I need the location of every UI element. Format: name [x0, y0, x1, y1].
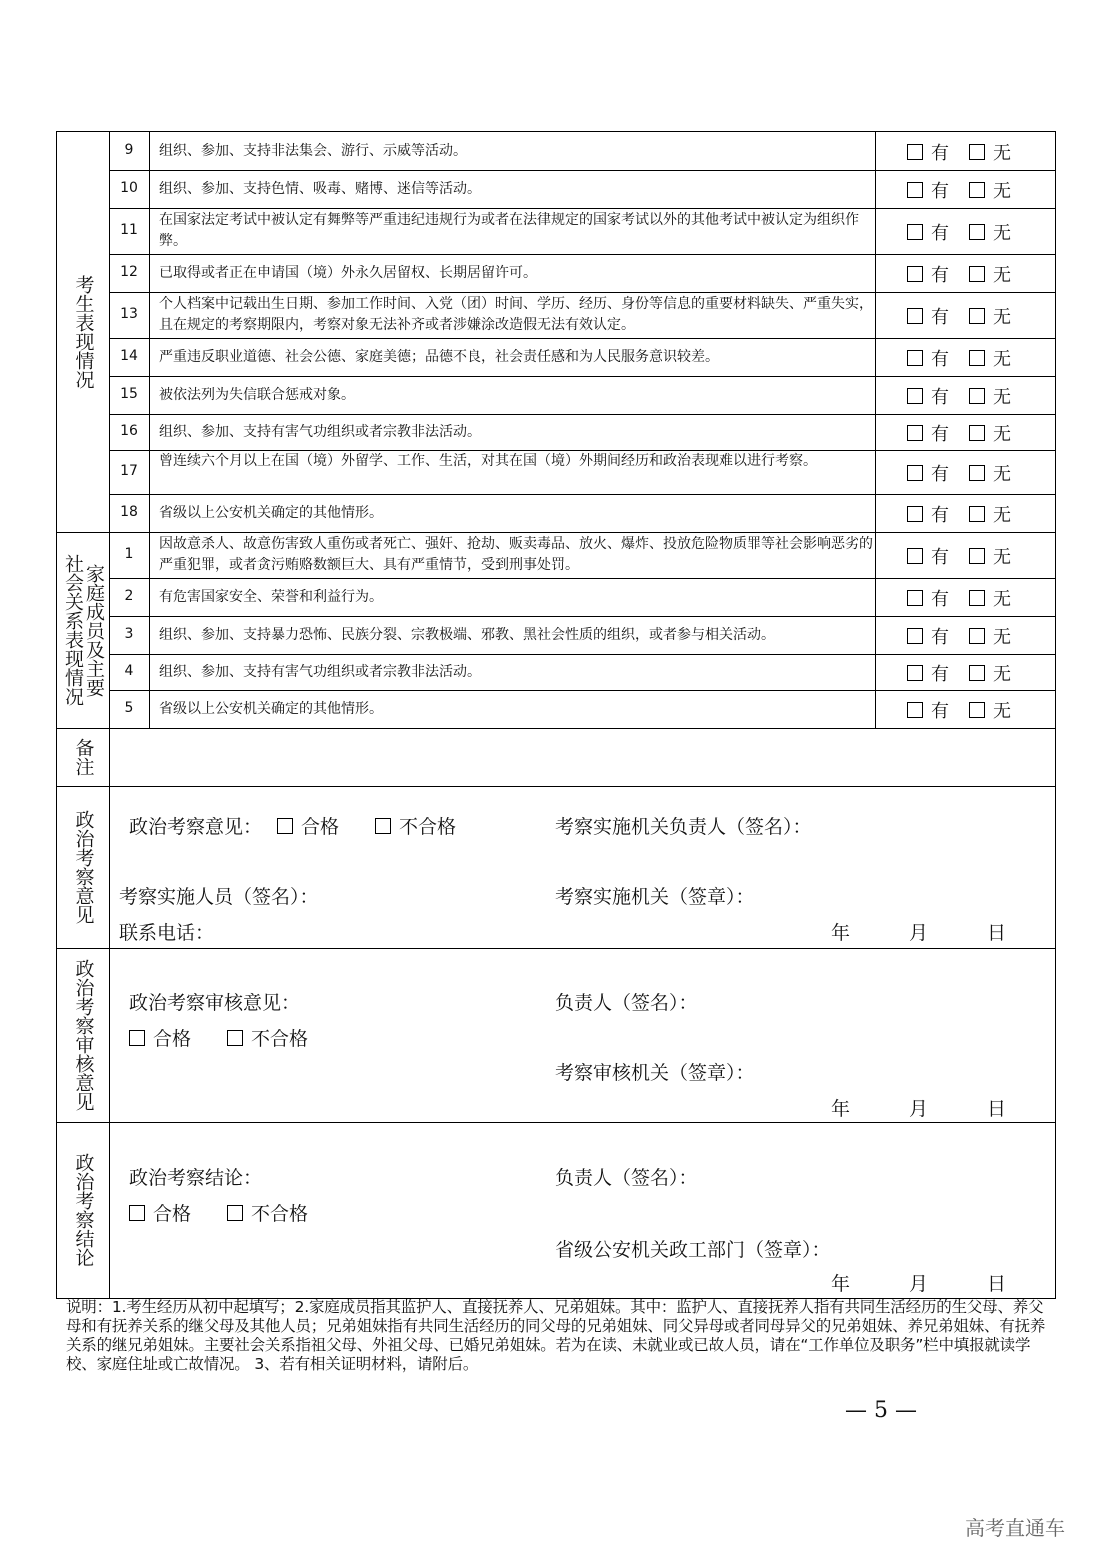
checkbox-icon [969, 388, 985, 404]
option-yes-label: 有 [931, 387, 949, 408]
option-yes[interactable] [907, 664, 949, 685]
yes-no-options [907, 660, 1031, 686]
option-yes-label: 有 [931, 424, 949, 445]
checkbox-icon [907, 665, 923, 681]
candidate-row [109, 414, 1057, 450]
option-no-label: 无 [993, 143, 1011, 164]
checkbox-icon [227, 1030, 243, 1046]
checkbox-icon [907, 182, 923, 198]
checkbox-icon [277, 818, 293, 834]
review-agency-seal: 考察审核机关（签章）： [555, 1062, 755, 1084]
checkbox-icon [969, 266, 985, 282]
option-no-label: 无 [993, 505, 1011, 526]
checkbox-icon [907, 425, 923, 441]
row-description: 省级以上公安机关确定的其他情形。 [159, 504, 383, 521]
conclusion-date-day: 日 [987, 1273, 1007, 1295]
option-no-label: 无 [993, 181, 1011, 202]
row-number: 15 [120, 386, 138, 402]
conclusion-date-month: 月 [909, 1273, 929, 1295]
row-divider [57, 786, 1055, 787]
yes-no-options [907, 303, 1031, 329]
conclusion-leader-sign: 负责人（签名）： [555, 1167, 698, 1189]
yes-no-options [907, 543, 1031, 569]
checkbox-icon [907, 590, 923, 606]
candidate-row [109, 132, 1057, 170]
checkbox-icon [969, 350, 985, 366]
family-section-label [57, 532, 109, 728]
conclusion-agency-seal: 省级公安机关政工部门（签章）： [555, 1239, 831, 1261]
family-row [109, 616, 1057, 654]
checkbox-icon [907, 266, 923, 282]
opinion-date-year: 年 [831, 922, 851, 944]
conclusion-field-label: 政治考察结论： [129, 1167, 263, 1189]
option-no-label: 无 [993, 349, 1011, 370]
opinion-pass-option[interactable]: 合格 [277, 812, 339, 839]
yes-no-options [907, 623, 1031, 649]
option-yes[interactable] [907, 143, 949, 164]
review-date-month: 月 [909, 1098, 929, 1120]
row-description: 曾连续六个月以上在国（境）外留学、工作、生活，对其在国（境）外期间经历和政治表现难以进行考察。 [159, 453, 817, 469]
checkbox-icon [907, 628, 923, 644]
option-no[interactable] [969, 349, 1011, 370]
candidate-row [109, 254, 1057, 292]
option-no-label: 无 [993, 424, 1011, 445]
option-no[interactable] [969, 664, 1011, 685]
checkbox-icon [907, 144, 923, 160]
row-number: 11 [120, 222, 138, 238]
option-no-label: 无 [993, 307, 1011, 328]
yes-no-options [907, 383, 1031, 409]
review-date-year: 年 [831, 1098, 851, 1120]
review-pass-option[interactable]: 合格 [129, 1024, 191, 1051]
row-number: 12 [120, 264, 138, 280]
option-no-label: 无 [993, 265, 1011, 286]
option-no-label: 无 [993, 223, 1011, 244]
option-yes[interactable] [907, 307, 949, 328]
option-yes[interactable] [907, 464, 949, 485]
conclusion-fail-option[interactable]: 不合格 [227, 1199, 308, 1226]
option-no-label: 无 [993, 547, 1011, 568]
option-no[interactable] [969, 464, 1011, 485]
form-table [56, 131, 1056, 1299]
option-yes[interactable] [907, 223, 949, 244]
option-yes-label: 有 [931, 701, 949, 722]
row-number: 9 [124, 142, 134, 158]
row-number: 17 [120, 463, 138, 479]
option-no[interactable] [969, 424, 1011, 445]
row-description: 严重违反职业道德、社会公德、家庭美德；品德不良，社会责任感和为人民服务意识较差。 [159, 348, 719, 365]
opinion-phone: 联系电话： [119, 922, 215, 944]
checkbox-icon [969, 425, 985, 441]
yes-no-options [907, 177, 1031, 203]
option-no[interactable] [969, 627, 1011, 648]
option-yes[interactable] [907, 547, 949, 568]
candidate-row [109, 450, 1057, 494]
option-yes-label: 有 [931, 349, 949, 370]
option-no-label: 无 [993, 664, 1011, 685]
candidate-section-label: 考生表现情况 [72, 275, 95, 389]
option-no[interactable] [969, 505, 1011, 526]
row-description: 有危害国家安全、荣誉和利益行为。 [159, 588, 383, 605]
family-row [109, 690, 1057, 728]
checkbox-icon [969, 590, 985, 606]
option-no[interactable] [969, 181, 1011, 202]
yes-no-options [907, 219, 1031, 245]
option-yes-label: 有 [931, 307, 949, 328]
option-yes-label: 有 [931, 143, 949, 164]
option-yes-label: 有 [931, 589, 949, 610]
row-number: 3 [124, 626, 134, 642]
option-yes-label: 有 [931, 464, 949, 485]
option-yes[interactable] [907, 181, 949, 202]
watermark: 高考直通车 [965, 1516, 1065, 1540]
option-no[interactable] [969, 143, 1011, 164]
family-label-col1: 社会关系表现情况 [62, 554, 84, 706]
yes-no-options [907, 345, 1031, 371]
review-section-label: 政治考察审核意见 [72, 959, 95, 1111]
checkbox-icon [129, 1030, 145, 1046]
yes-no-options [907, 585, 1031, 611]
opinion-field-label: 政治考察意见： [129, 816, 263, 838]
review-fail-option[interactable]: 不合格 [227, 1024, 308, 1051]
option-no[interactable] [969, 387, 1011, 408]
option-no-label: 无 [993, 589, 1011, 610]
row-number: 14 [120, 348, 138, 364]
family-label-col2: 家庭成员及主要 [83, 563, 105, 697]
family-row [109, 532, 1057, 578]
conclusion-date-year: 年 [831, 1273, 851, 1295]
checkbox-icon [907, 350, 923, 366]
remarks-field[interactable] [109, 728, 1055, 786]
row-number: 10 [120, 180, 138, 196]
row-number: 1 [124, 546, 134, 562]
opinion-date-month: 月 [909, 922, 929, 944]
review-field-label: 政治考察审核意见： [129, 992, 301, 1014]
row-description: 在国家法定考试中被认定有舞弊等严重违纪违规行为或者在法律规定的国家考试以外的其他考试中被认定为组织作弊。 [159, 212, 859, 249]
row-description: 被依法列为失信联合惩戒对象。 [159, 386, 355, 403]
candidate-row [109, 376, 1057, 414]
row-description: 因故意杀人、故意伤害致人重伤或者死亡、强奸、抢劫、贩卖毒品、放火、爆炸、投放危险物质罪等社会影响恶劣的严重犯罪，或者贪污贿赂数额巨大、具有严重情节，受到刑事处罚。 [159, 536, 873, 573]
opinion-staff-sign: 考察实施人员（签名）： [119, 886, 319, 908]
candidate-row [109, 494, 1057, 532]
opinion-section-label: 政治考察意见 [72, 810, 95, 924]
review-leader-sign: 负责人（签名）： [555, 992, 698, 1014]
footnote: 说明：1.考生经历从初中起填写；2.家庭成员指其监护人、直接抚养人、兄弟姐妹。其中：监护人、直接抚养人指有共同生活经历的生父母、养父母和有抚养关系的继父母及其他人员；兄弟姐妹指有共同生活经历的同父母的兄弟姐妹、同父异母或者同母异父的兄弟姐妹、养兄弟姐妹、有抚养关系的继兄弟姐妹。主要社会关系指祖父母、外祖父母、已婚兄弟姐妹。若为在读、未就业或已故人员，请在“工作单位及职务”栏中填报就读学校、家庭住址或亡故情况。 3、若有相关证明材料，请附后。 [66, 1298, 1046, 1373]
checkbox-icon [969, 465, 985, 481]
yes-no-options [907, 697, 1031, 723]
opinion-leader-sign: 考察实施机关负责人（签名）： [555, 816, 812, 838]
option-yes-label: 有 [931, 265, 949, 286]
opinion-agency-seal: 考察实施机关（签章）： [555, 886, 755, 908]
option-yes-label: 有 [931, 664, 949, 685]
option-no-label: 无 [993, 627, 1011, 648]
option-no-label: 无 [993, 387, 1011, 408]
row-number: 2 [124, 588, 134, 604]
row-number: 16 [120, 423, 138, 439]
checkbox-icon [907, 506, 923, 522]
yes-no-options [907, 420, 1031, 446]
candidate-row [109, 208, 1057, 254]
option-yes-label: 有 [931, 547, 949, 568]
row-description: 组织、参加、支持有害气功组织或者宗教非法活动。 [159, 663, 481, 680]
checkbox-icon [129, 1205, 145, 1221]
yes-no-options [907, 460, 1031, 486]
option-no[interactable] [969, 307, 1011, 328]
checkbox-icon [907, 702, 923, 718]
row-description: 组织、参加、支持暴力恐怖、民族分裂、宗教极端、邪教、黑社会性质的组织，或者参与相关活动。 [159, 626, 775, 643]
row-description: 组织、参加、支持非法集会、游行、示威等活动。 [159, 142, 467, 159]
row-description: 已取得或者正在申请国（境）外永久居留权、长期居留许可。 [159, 264, 537, 281]
checkbox-icon [969, 702, 985, 718]
checkbox-icon [907, 465, 923, 481]
remarks-label: 备注 [72, 738, 95, 776]
checkbox-icon [969, 506, 985, 522]
checkbox-icon [907, 308, 923, 324]
yes-no-options [907, 261, 1031, 287]
candidate-row [109, 292, 1057, 338]
candidate-row [109, 338, 1057, 376]
option-yes[interactable] [907, 627, 949, 648]
checkbox-icon [969, 182, 985, 198]
checkbox-icon [969, 144, 985, 160]
row-number: 4 [124, 663, 134, 679]
row-number: 18 [120, 504, 138, 520]
option-yes[interactable] [907, 265, 949, 286]
checkbox-icon [969, 548, 985, 564]
option-yes-label: 有 [931, 223, 949, 244]
family-row [109, 654, 1057, 690]
option-yes-label: 有 [931, 627, 949, 648]
row-number: 5 [124, 700, 134, 716]
row-description: 个人档案中记载出生日期、参加工作时间、入党（团）时间、学历、经历、身份等信息的重要材料缺失、严重失实，且在规定的考察期限内，考察对象无法补齐或者涉嫌涂改造假无法有效认定。 [159, 296, 873, 333]
option-yes-label: 有 [931, 505, 949, 526]
yes-no-options [907, 139, 1031, 165]
checkbox-icon [227, 1205, 243, 1221]
option-no[interactable] [969, 547, 1011, 568]
review-date-day: 日 [987, 1098, 1007, 1120]
candidate-row [109, 170, 1057, 208]
option-yes[interactable] [907, 424, 949, 445]
option-no[interactable] [969, 701, 1011, 722]
option-yes[interactable] [907, 589, 949, 610]
option-no-label: 无 [993, 701, 1011, 722]
family-row [109, 578, 1057, 616]
row-divider [57, 948, 1055, 949]
option-no[interactable] [969, 265, 1011, 286]
row-divider [57, 1122, 1055, 1123]
opinion-fail-option[interactable]: 不合格 [375, 812, 456, 839]
option-yes[interactable] [907, 701, 949, 722]
page-number: — 5 — [845, 1398, 917, 1423]
checkbox-icon [375, 818, 391, 834]
row-description: 省级以上公安机关确定的其他情形。 [159, 700, 383, 717]
yes-no-options [907, 501, 1031, 527]
row-number: 13 [120, 306, 138, 322]
option-no[interactable] [969, 589, 1011, 610]
checkbox-icon [969, 628, 985, 644]
option-yes-label: 有 [931, 181, 949, 202]
option-yes[interactable] [907, 349, 949, 370]
option-yes[interactable] [907, 505, 949, 526]
option-yes[interactable] [907, 387, 949, 408]
option-no[interactable] [969, 223, 1011, 244]
opinion-date-day: 日 [987, 922, 1007, 944]
option-no-label: 无 [993, 464, 1011, 485]
row-description: 组织、参加、支持有害气功组织或者宗教非法活动。 [159, 423, 481, 440]
row-description: 组织、参加、支持色情、吸毒、赌博、迷信等活动。 [159, 180, 481, 197]
checkbox-icon [907, 548, 923, 564]
checkbox-icon [969, 224, 985, 240]
checkbox-icon [969, 665, 985, 681]
checkbox-icon [969, 308, 985, 324]
checkbox-icon [907, 224, 923, 240]
conclusion-pass-option[interactable]: 合格 [129, 1199, 191, 1226]
conclusion-section-label: 政治考察结论 [72, 1153, 95, 1267]
checkbox-icon [907, 388, 923, 404]
